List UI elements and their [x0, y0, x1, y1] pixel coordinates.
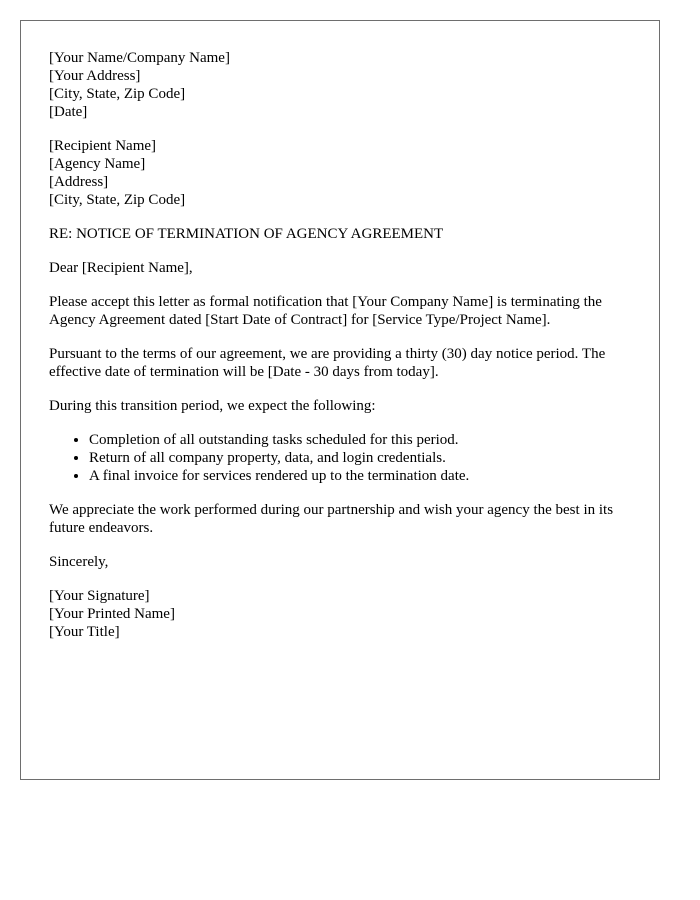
sender-address: [Your Address]	[49, 68, 141, 84]
printed-name: [Your Printed Name]	[49, 606, 175, 622]
recipient-agency: [Agency Name]	[49, 156, 146, 172]
intro-paragraph: Please accept this letter as formal notification that [Your Company Name] is terminating the Agency Agreement dated [Start Date of Contract] for [Service Type/Project Name].	[49, 294, 602, 328]
recipient-block	[49, 137, 639, 209]
valediction: Sincerely,	[49, 554, 109, 570]
signer-title: [Your Title]	[49, 624, 120, 640]
list-item: • A final invoice for services rendered up to the termination date.	[89, 467, 639, 485]
signature-line: [Your Signature]	[49, 588, 150, 604]
sender-name: [Your Name/Company Name]	[49, 50, 230, 66]
letter-date: [Date]	[49, 104, 88, 120]
closing-paragraph: We appreciate the work performed during our partnership and wish your agency the best in its future endeavors.	[49, 502, 614, 536]
recipient-city-state-zip: [City, State, Zip Code]	[49, 192, 186, 208]
letter-body	[49, 49, 639, 657]
letter-page	[20, 20, 660, 780]
signature-block	[49, 587, 639, 641]
recipient-address: [Address]	[49, 174, 109, 190]
sender-city-state-zip: [City, State, Zip Code]	[49, 86, 186, 102]
transition-paragraph: During this transition period, we expect the following:	[49, 398, 376, 414]
expectations-list	[49, 431, 639, 485]
salutation: Dear [Recipient Name],	[49, 260, 193, 276]
list-item: • Return of all company property, data, and login credentials.	[89, 449, 639, 467]
recipient-name: [Recipient Name]	[49, 138, 157, 154]
notice-paragraph: Pursuant to the terms of our agreement, we are providing a thirty (30) day notice period. The effective date of termination will be [Date - 30 days from today].	[49, 346, 606, 380]
list-item: • Completion of all outstanding tasks scheduled for this period.	[89, 431, 639, 449]
sender-block	[49, 49, 639, 121]
subject-line: RE: NOTICE OF TERMINATION OF AGENCY AGREEMENT	[49, 226, 444, 242]
